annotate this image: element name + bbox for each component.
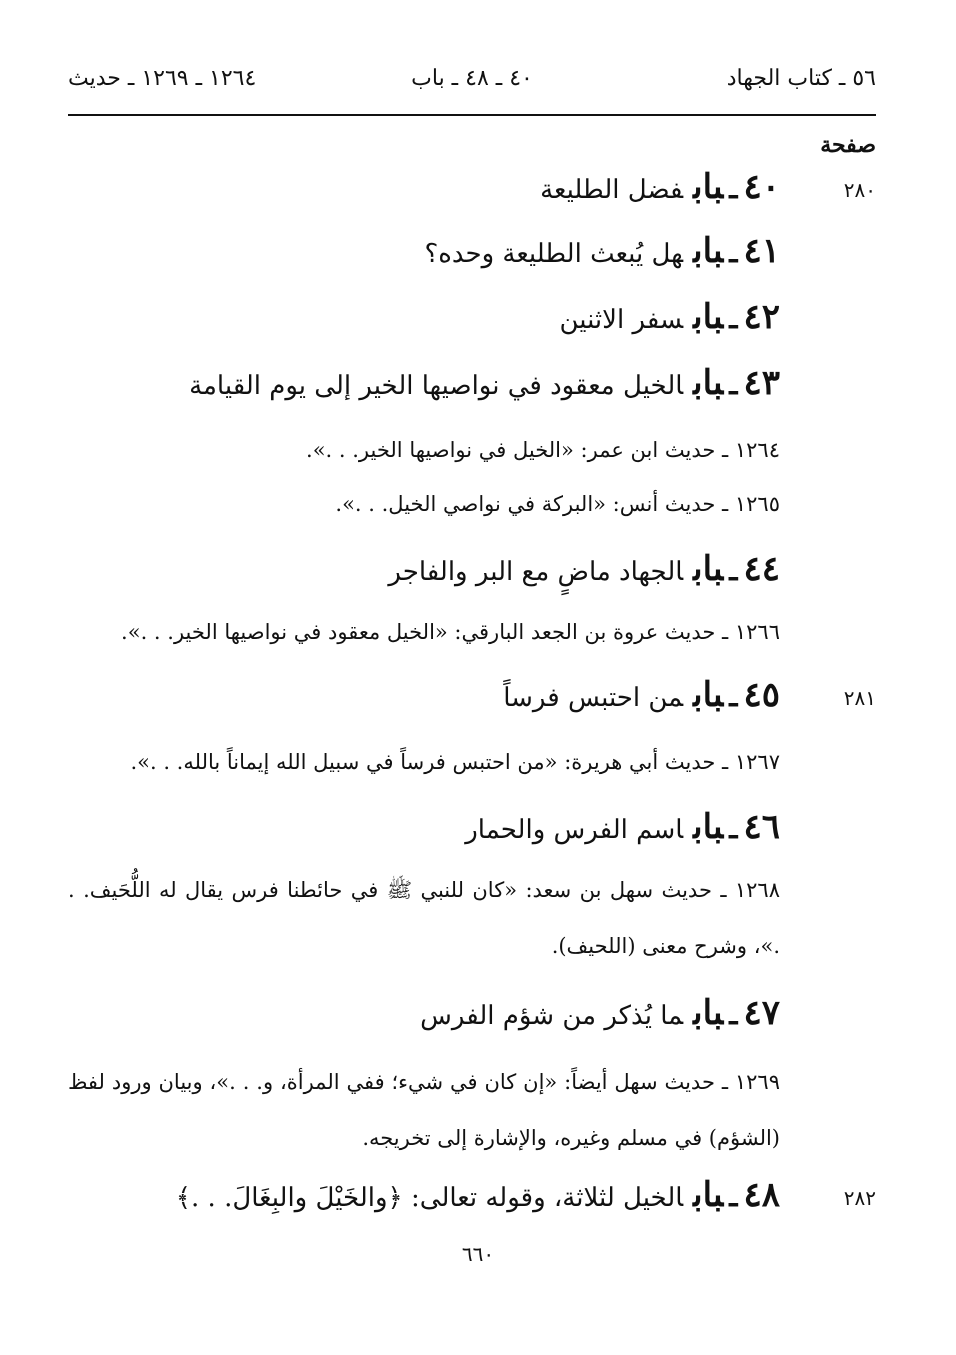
chapter-dash: ـ (729, 1180, 738, 1213)
header-book-title: ٥٦ ـ كتاب الجهاد (726, 66, 876, 91)
chapter-entry (175, 1175, 780, 1215)
hadith-entry: ١٢٦٨ ـ حديث سهل بن سعد: «كان للنبي ﷺ في حائطنا فرس يقال له اللُّحَيف. . .»، وشرح معنى (اللحيف). (68, 878, 780, 958)
chapter-entry (503, 675, 780, 715)
chapter-dash: ـ (729, 812, 738, 845)
hadith-entry: ١٢٦٥ ـ حديث أنس: «البركة في نواصي الخيل. . .». (335, 492, 780, 516)
chapter-number: ٤٣ (743, 363, 780, 403)
page-ref: ٢٨١ (843, 686, 876, 710)
chapter-bab: باب (693, 1175, 724, 1215)
chapter-title: الخيل معقود في نواصيها الخير إلى يوم القيامة (189, 371, 684, 401)
running-header (68, 60, 876, 100)
chapter-bab: باب (693, 363, 724, 403)
chapter-entry (559, 297, 780, 337)
chapter-entry (189, 363, 780, 403)
chapter-dash: ـ (729, 998, 738, 1031)
chapter-number: ٤٤ (743, 549, 780, 589)
chapter-entry (388, 549, 780, 589)
hadith-entry: ١٢٦٧ ـ حديث أبي هريرة: «من احتبس فرساً في سبيل الله إيماناً بالله. . .». (130, 750, 780, 774)
chapter-title: من احتبس فرساً (503, 683, 684, 713)
header-hadith-range: ١٢٦٤ ـ ١٢٦٩ ـ حديث (68, 66, 257, 91)
chapter-number: ٤٢ (743, 297, 780, 337)
chapter-dash: ـ (729, 236, 738, 269)
page-number: ٦٦٠ (461, 1242, 495, 1266)
chapter-entry (420, 993, 780, 1033)
chapter-entry (465, 807, 780, 847)
chapter-bab: باب (693, 297, 724, 337)
chapter-bab: باب (693, 231, 724, 271)
header-rule (68, 114, 876, 116)
chapter-dash: ـ (729, 680, 738, 713)
chapter-title: سفر الاثنين (559, 305, 684, 335)
chapter-title: ما يُذكر من شؤم الفرس (420, 1001, 684, 1031)
chapter-bab: باب (693, 549, 724, 589)
chapter-title: هل يُبعث الطليعة وحده؟ (424, 239, 684, 269)
hadith-entry: ١٢٦٤ ـ حديث ابن عمر: «الخيل في نواصيها الخير. . .». (306, 438, 780, 462)
chapter-dash: ـ (729, 302, 738, 335)
chapter-title: اسم الفرس والحمار (465, 815, 684, 845)
chapter-entry (540, 167, 780, 207)
chapter-bab: باب (693, 993, 724, 1033)
chapter-number: ٤٨ (743, 1175, 780, 1215)
page-ref: ٢٨٢ (843, 1186, 876, 1210)
chapter-dash: ـ (729, 368, 738, 401)
chapter-number: ٤٠ (743, 167, 780, 207)
hadith-entry: ١٢٦٩ ـ حديث سهل أيضاً: «إن كان في شيء؛ ففي المرأة، و. . .»، وبيان ورود لفظ (الشؤم) في مسلم وغيره، والإشارة إلى تخريجه. (68, 1070, 780, 1150)
chapter-number: ٤٧ (743, 993, 780, 1033)
hadith-entry: ١٢٦٦ ـ حديث عروة بن الجعد البارقي: «الخيل معقود في نواصيها الخير. . .». (121, 620, 780, 644)
chapter-title: الجهاد ماضٍ مع البر والفاجر (388, 557, 684, 587)
chapter-number: ٤١ (743, 231, 780, 271)
chapter-dash: ـ (729, 172, 738, 205)
chapter-number: ٤٥ (743, 675, 780, 715)
chapter-title: الخيل لثلاثة، وقوله تعالى: ﴿والخَيْلَ والبِغَالَ. . .﴾ (175, 1183, 684, 1213)
chapter-entry (424, 231, 780, 271)
chapter-number: ٤٦ (743, 807, 780, 847)
chapter-title: فضل الطليعة (540, 175, 684, 205)
page-column-label: صفحة (820, 132, 876, 158)
header-chapter-range: ٤٠ ـ ٤٨ ـ باب (411, 66, 533, 91)
chapter-bab: باب (693, 807, 724, 847)
page-ref: ٢٨٠ (843, 178, 876, 202)
chapter-dash: ـ (729, 554, 738, 587)
chapter-bab: باب (693, 675, 724, 715)
chapter-bab: باب (693, 167, 724, 207)
